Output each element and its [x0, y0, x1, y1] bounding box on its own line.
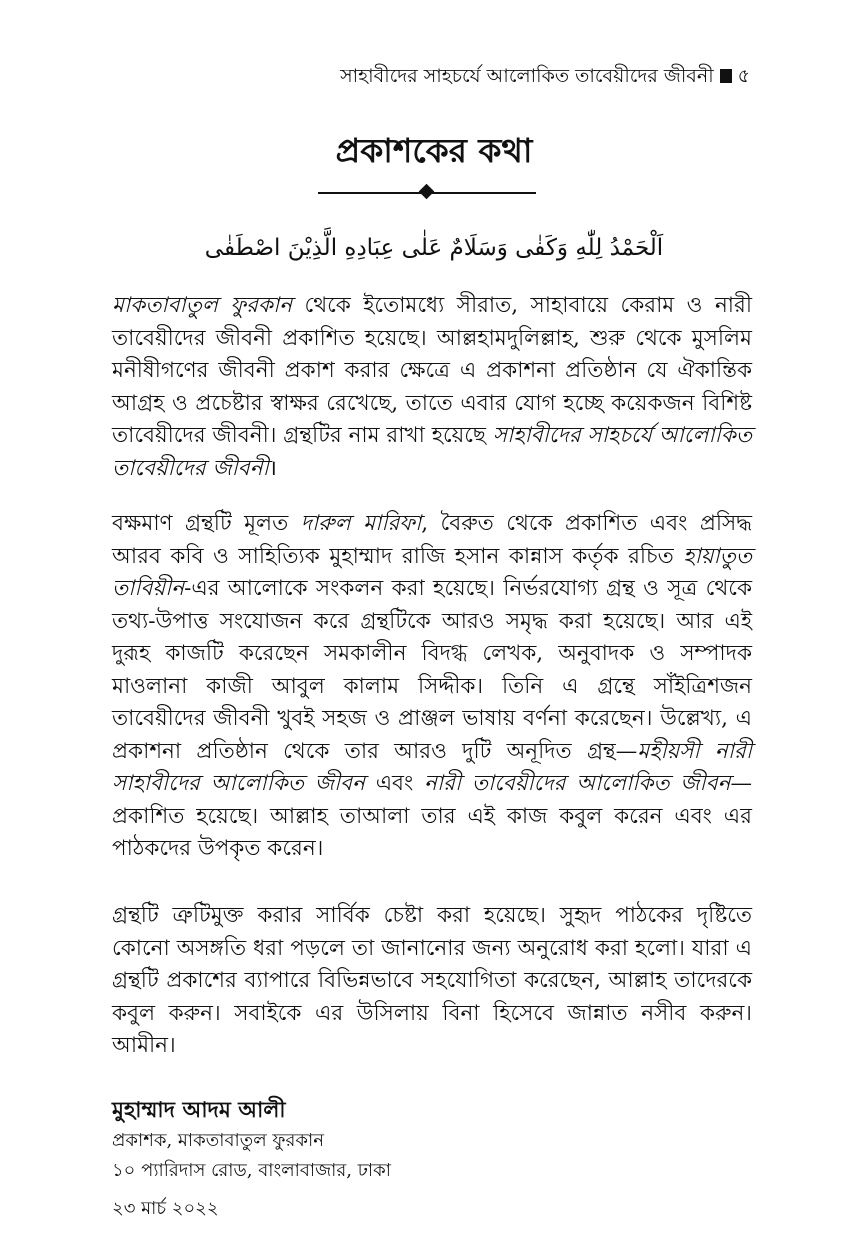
page-title: প্রকাশকের কথা	[335, 131, 533, 170]
arabic-invocation: اَلْحَمْدُ لِلّٰهِ وَكَفٰى وَسَلَامٌ عَلٰى عِبَادِهِ الَّذِيْنَ اصْطَفٰى	[204, 235, 664, 261]
publisher-name-italic: মাকতাবাতুল ফুরকান	[112, 293, 293, 318]
paragraph-2	[112, 508, 752, 866]
running-header	[340, 62, 750, 90]
paragraph-1-text-b: ।	[268, 455, 277, 481]
running-title: সাহাবীদের সাহচর্যে আলোকিত তাবেয়ীদের জীবনী	[340, 65, 714, 87]
signature-role: প্রকাশক, মাকতাবাতুল ফুরকান	[112, 1130, 324, 1151]
paragraph-1-text-a: থেকে ইতোমধ্যে সীরাত, সাহাবায়ে কেরাম ও নারী তাবেয়ীদের জীবনী প্রকাশিত হয়েছে। আল্লহামদুলিল্লাহ, শুরু থেকে মুসলিম মনীষীগণের জীবনী প্রকাশ করার ক্ষেত্রে এ প্রকাশনা প্রতিষ্ঠান যে ঐকান্তিক আগ্রহ ও প্রচেষ্টার স্বাক্ষর রেখেছে, তাতে এবার যোগ হচ্ছে কয়েকজন বিশিষ্ট তাবেয়ীদের জীবনী। গ্রন্থটির নাম রাখা হয়েছে	[112, 293, 752, 448]
source-book-italic: হায়াতুত তাবিয়ীন	[112, 543, 752, 601]
signature-date: ২৩ মার্চ ২০২২	[112, 1198, 219, 1219]
paragraph-2-text-c: -এর আলোকে সংকলন করা হয়েছে। নির্ভরযোগ্য গ্রন্থ ও সূত্র থেকে তথ্য-উপাত্ত সংযোজন করে গ্রন্থটিকে আরও সমৃদ্ধ করা হয়েছে। আর এই দুরূহ কাজটি করেছেন সমকালীন বিদগ্ধ লেখক, অনুবাদক ও সম্পাদক মাওলানা কাজী আবুল কালাম সিদ্দীক। তিনি এ গ্রন্থে সাঁইত্রিশজন তাবেয়ীদের জীবনী খুবই সহজ ও প্রাঞ্জল ভাষায় বর্ণনা করেছেন। উল্লেখ্য, এ প্রকাশনা প্রতিষ্ঠান থেকে তার আরও দুটি অনূদিত গ্রন্থ—	[112, 576, 752, 764]
signature-name: মুহাম্মাদ আদম আলী	[112, 1098, 286, 1123]
source-publisher-italic: দারুল মারিফা	[300, 511, 422, 536]
related-book-2-italic: নারী তাবেয়ীদের আলোকিত জীবন	[424, 771, 731, 796]
page-number: ৫	[737, 65, 750, 87]
paragraph-3-text: গ্রন্থটি ত্রুটিমুক্ত করার সার্বিক চেষ্টা করা হয়েছে। সুহৃদ পাঠকের দৃষ্টিতে কোনো অসঙ্গতি ধরা পড়লে তা জানানোর জন্য অনুরোধ করা হলো। যারা এ গ্রন্থটি প্রকাশের ব্যাপারে বিভিন্নভাবে সহযোগিতা করেছেন, আল্লাহ তাদেরকে কবুল করুন। সবাইকে এর উসিলায় বিনা হিসেবে জান্নাত নসীব করুন। আমীন।	[112, 903, 752, 1058]
signature-address: ১০ প্যারিদাস রোড, বাংলাবাজার, ঢাকা	[112, 1160, 391, 1181]
paragraph-2-text-b: , বৈরুত থেকে প্রকাশিত এবং প্রসিদ্ধ আরব কবি ও সাহিত্যিক মুহাম্মাদ রাজি হসান কান্নাস কর্তৃক রচিত	[112, 511, 752, 569]
paragraph-2-text-a: বক্ষমাণ গ্রন্থটি মূলত	[112, 511, 301, 536]
related-book-1-italic: মহীয়সী নারী সাহাবীদের আলোকিত জীবন	[112, 738, 752, 796]
paragraph-2-text-d: এবং	[364, 771, 425, 796]
paragraph-1	[112, 290, 752, 485]
square-bullet-icon	[720, 69, 732, 83]
paragraph-3	[112, 900, 752, 1063]
diamond-icon	[419, 184, 435, 200]
book-title-italic: সাহাবীদের সাহচর্যে আলোকিত তাবেয়ীদের জীবনী	[112, 423, 752, 481]
divider-ornament	[318, 182, 536, 202]
paragraph-2-text-e: —প্রকাশিত হয়েছে। আল্লাহ তাআলা তার এই কাজ কবুল করেন এবং এর পাঠকদের উপকৃত করেন।	[112, 771, 752, 861]
